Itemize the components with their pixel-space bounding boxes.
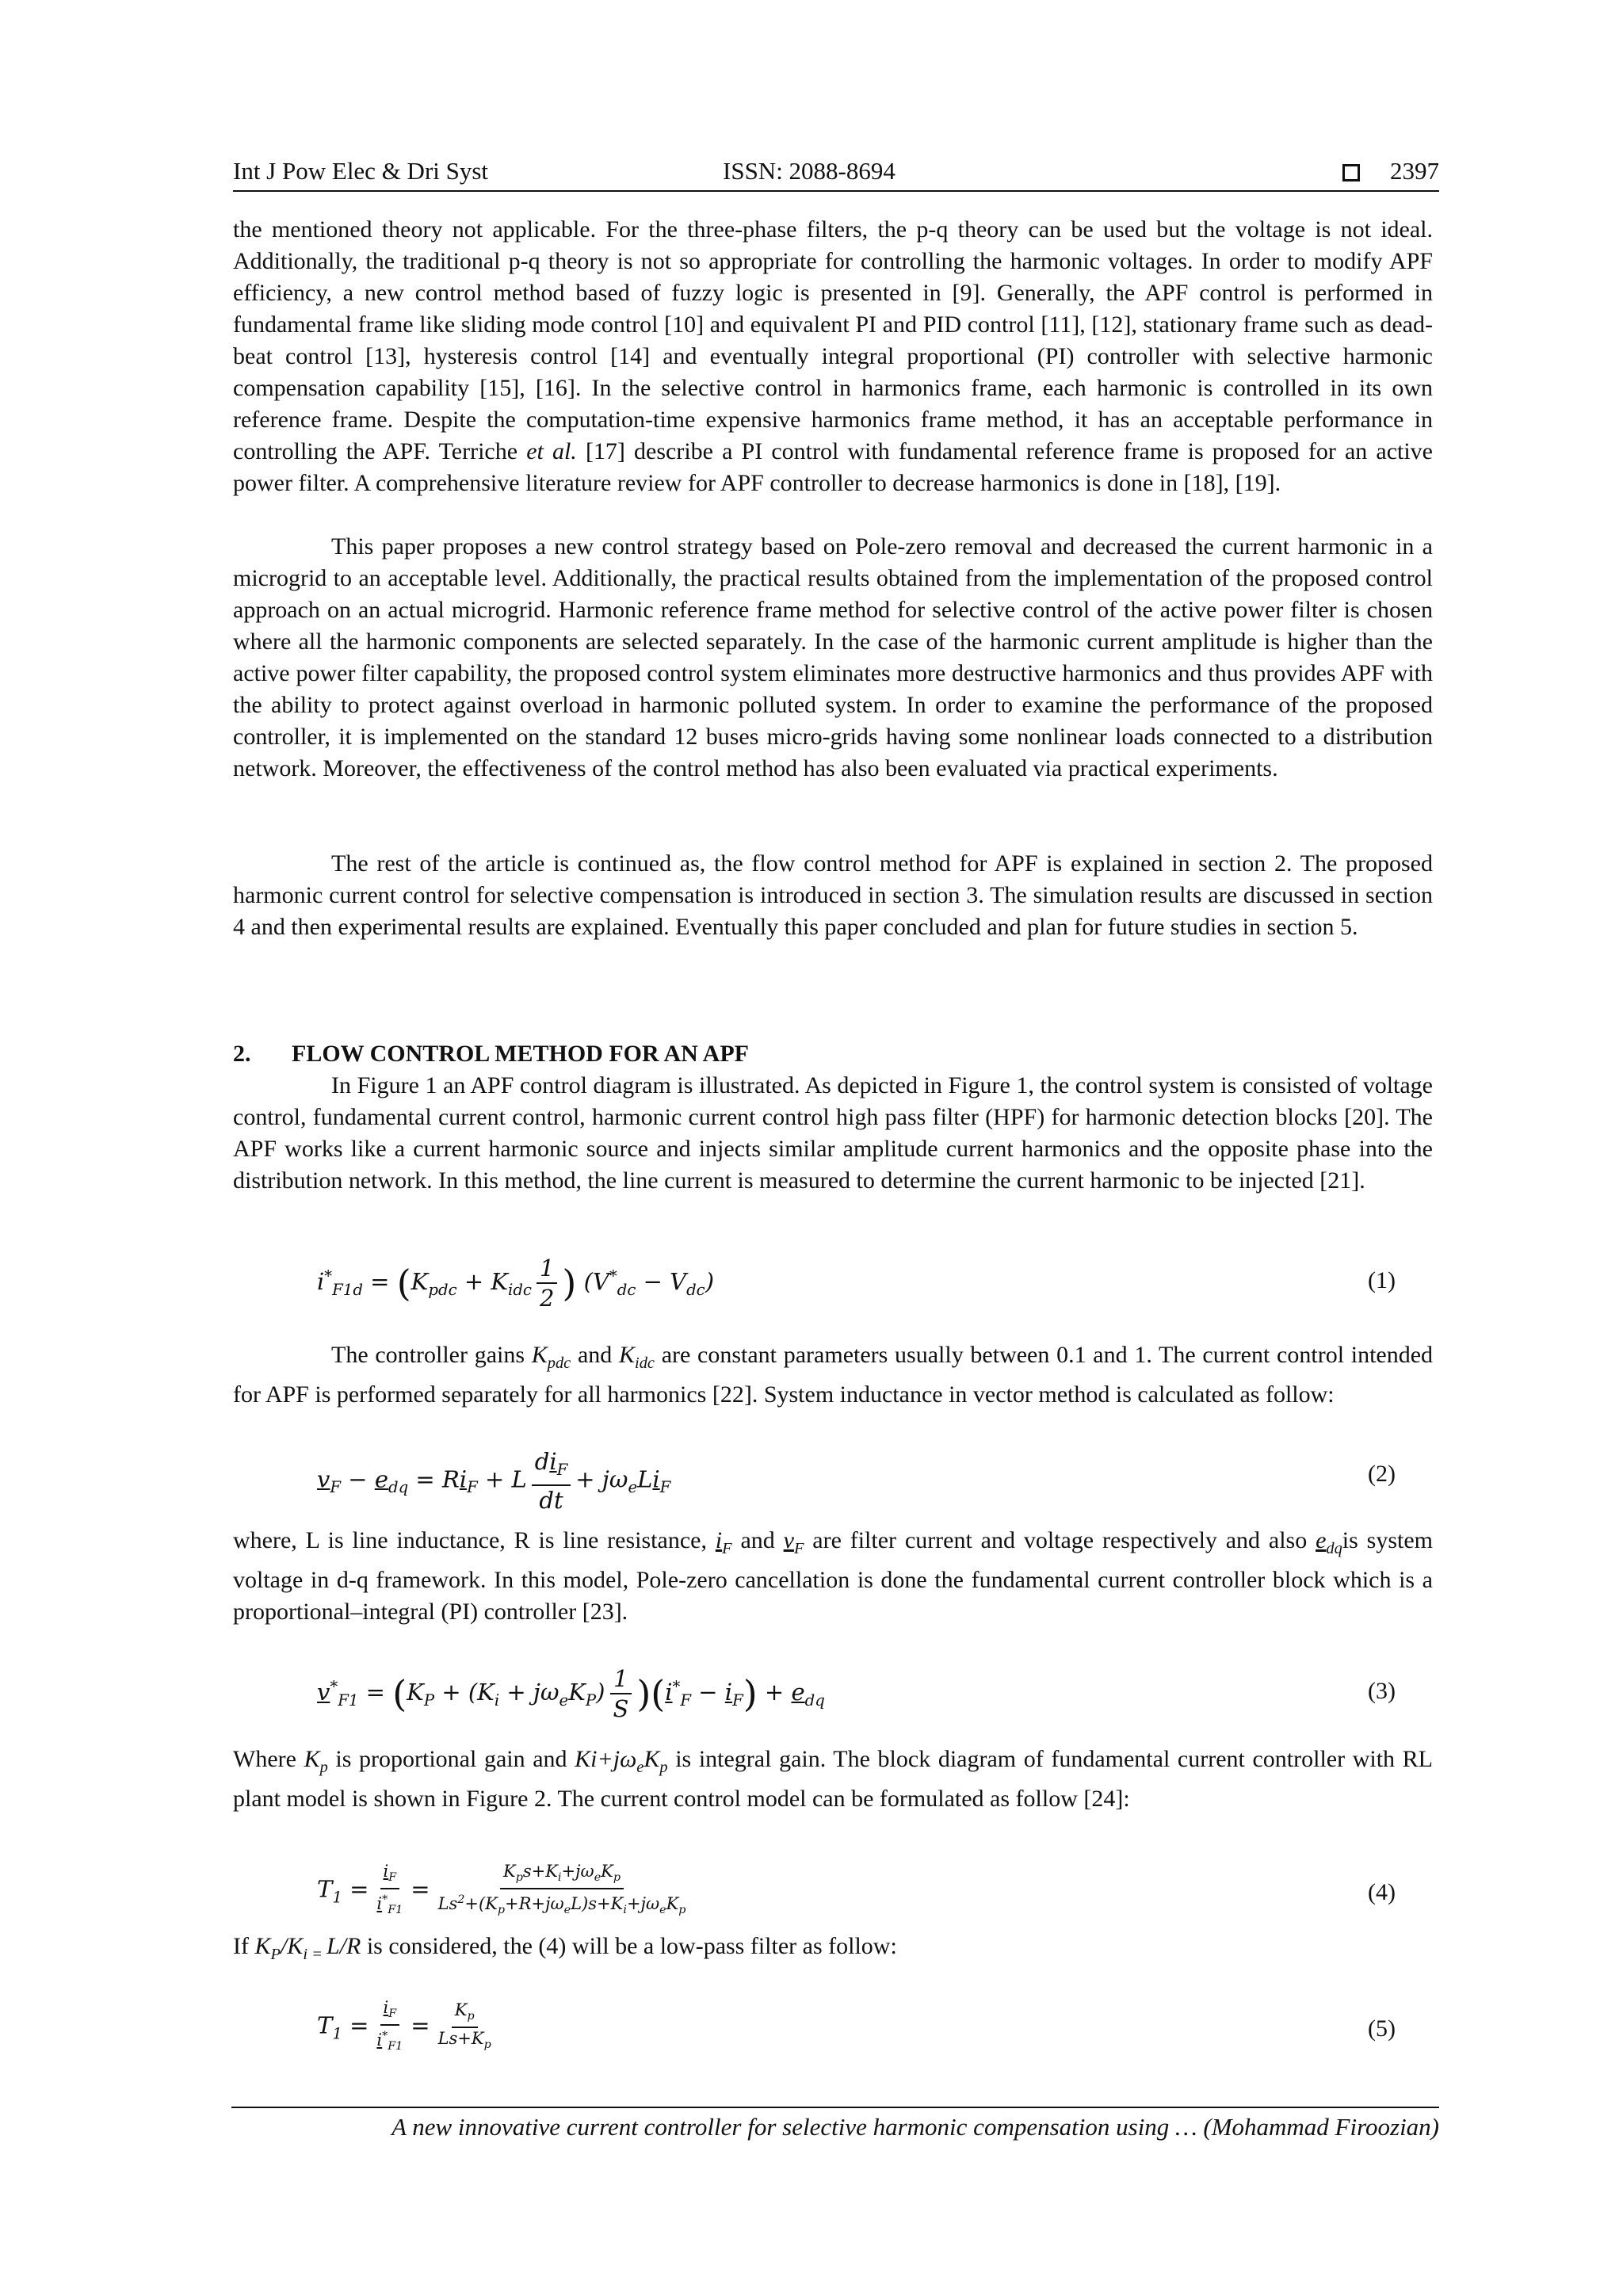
issn: ISSN: 2088-8694 bbox=[723, 157, 896, 185]
paragraph-5: The controller gains $K_{pdc}$ and $K_{idc}$ are constant parameters usually between 0.1 and 1. The current control intended for APF is performed separately for all harmonics [22]. System inductance in vector method is calculated as follow: bbox=[233, 1342, 1434, 1408]
equation-2: $v_F - e_{dq} = Ri_F + L$ $\frac{di_F}{dt}$ + $j\omega_eLi_F$ bbox=[317, 1448, 671, 1514]
equation-3: $v^*_{F1} = (K_P + (K_i + j\omega_eK_P)$ $\frac{1}{S}$ )$(i^*_F - i_F) + e_{dq}$ bbox=[317, 1665, 825, 1722]
page-number: 2397 bbox=[1390, 157, 1439, 185]
running-footer: A new innovative current controller for selective harmonic compensation using … (Mohammad Firoozian) bbox=[391, 2113, 1439, 2141]
paragraph-7: Where $K_p$ is proportional gain and $Ki+j\omega_eK_p$ is integral gain. The block diagram of fundamental current controller with RL plant model is shown in Figure 2. The current control model can be formulated as follow [24]: bbox=[233, 1746, 1434, 1812]
page-number-group bbox=[1342, 155, 1439, 187]
equation-number-5: (5) bbox=[1368, 2015, 1396, 2042]
equation-4: $T_1$ = $\frac{i_F}{i^*_{F1}}$ = $\frac{K_ps+K_i+j\omega_eK_p}{Ls^2+(K_p+R+j\omega_eL)s+K_i+j\omega_eK_p}$ bbox=[317, 1862, 686, 1917]
section-heading: 2. FLOW CONTROL METHOD FOR AN APF bbox=[233, 1041, 749, 1067]
equation-5: $T_1$ = $\frac{i_F}{i^*_{F1}}$ = $\frac{K_p}{Ls+K_p}$ bbox=[317, 1998, 491, 2053]
journal-name: Int J Pow Elec & Dri Syst bbox=[233, 157, 489, 185]
footer-rule bbox=[231, 2107, 1439, 2108]
equation-1: $i^*_{F1d} = (K_{pdc} + K_{idc}$ $\frac{1}{2}$ ) $(V^*_{dc} - V_{dc})$ bbox=[317, 1255, 715, 1312]
paragraph-6: where, L is line inductance, R is line resistance, $i_F$ and $v_F$ are filter current and voltage respectively and also $e_{dq}is$ system voltage in d-q framework. In this model, Pole-zero cancellation is done the fundamental current controller block which is a proportional–integral (PI) controller [23]. bbox=[233, 1527, 1433, 1625]
equation-number-3: (3) bbox=[1368, 1678, 1396, 1704]
paragraph-8: If $K_P/K_{i =}$ L/R is considered, the (4) will be a low-pass filter as follow: bbox=[233, 1933, 897, 1963]
paragraph-4: In Figure 1 an APF control diagram is illustrated. As depicted in Figure 1, the control system is consisted of voltage control, fundamental current control, harmonic current control high pass filter (HPF) for harmonic detection blocks [20]. The APF works like a current harmonic source and injects similar amplitude current harmonics and the opposite phase into the distribution network. In this method, the line current is measured to determine the current harmonic to be injected [21]. bbox=[233, 1072, 1433, 1194]
equation-number-4: (4) bbox=[1368, 1879, 1396, 1905]
equation-number-2: (2) bbox=[1368, 1461, 1396, 1487]
equation-number-1: (1) bbox=[1368, 1267, 1396, 1293]
paragraph-2: This paper proposes a new control strategy based on Pole-zero removal and decreased the current harmonic in a microgrid to an acceptable level. Additionally, the practical results obtained from the implementation of the proposed control approach on an actual microgrid. Harmonic reference frame method for selective control of the active power filter is chosen where all the harmonic components are selected separately. In the case of the harmonic current amplitude is higher than the active power filter capability, the proposed control system eliminates more destructive harmonics and thus provides APF with the ability to protect against overload in harmonic polluted system. In order to examine the performance of the proposed controller, it is implemented on the standard 12 buses micro-grids having some nonlinear loads connected to a distribution network. Moreover, the effectiveness of the control method has also been evaluated via practical experiments. bbox=[233, 533, 1433, 781]
paragraph-1: the mentioned theory not applicable. For the three-phase filters, the p-q theory can be used but the voltage is not ideal. Additionally, the traditional p-q theory is not so appropriate for controlling the harmonic voltages. In order to modify APF efficiency, a new control method based of fuzzy logic is presented in [9]. Generally, the APF control is performed in fundamental frame like sliding mode control [10] and equivalent PI and PID control [11], [12], stationary frame such as dead-beat control [13], hysteresis control [14] and eventually integral proportional (PI) controller with selective harmonic compensation capability [15], [16]. In the selective control in harmonics frame, each harmonic is controlled in its own reference frame. Despite the computation-time expensive harmonics frame method, it has an acceptable performance in controlling the APF. Terriche et al. [17] describe a PI control with fundamental reference frame is proposed for an active power filter. A comprehensive literature review for APF controller to decrease harmonics is done in [18], [19]. bbox=[233, 216, 1433, 496]
paragraph-3: The rest of the article is continued as, the flow control method for APF is explained in section 2. The proposed harmonic current control for selective compensation is introduced in section 3. The simulation results are discussed in section 4 and then experimental results are explained. Eventually this paper concluded and plan for future studies in section 5. bbox=[233, 850, 1433, 940]
running-header bbox=[233, 155, 1439, 187]
header-rule bbox=[233, 190, 1439, 192]
square-icon bbox=[1342, 164, 1360, 181]
